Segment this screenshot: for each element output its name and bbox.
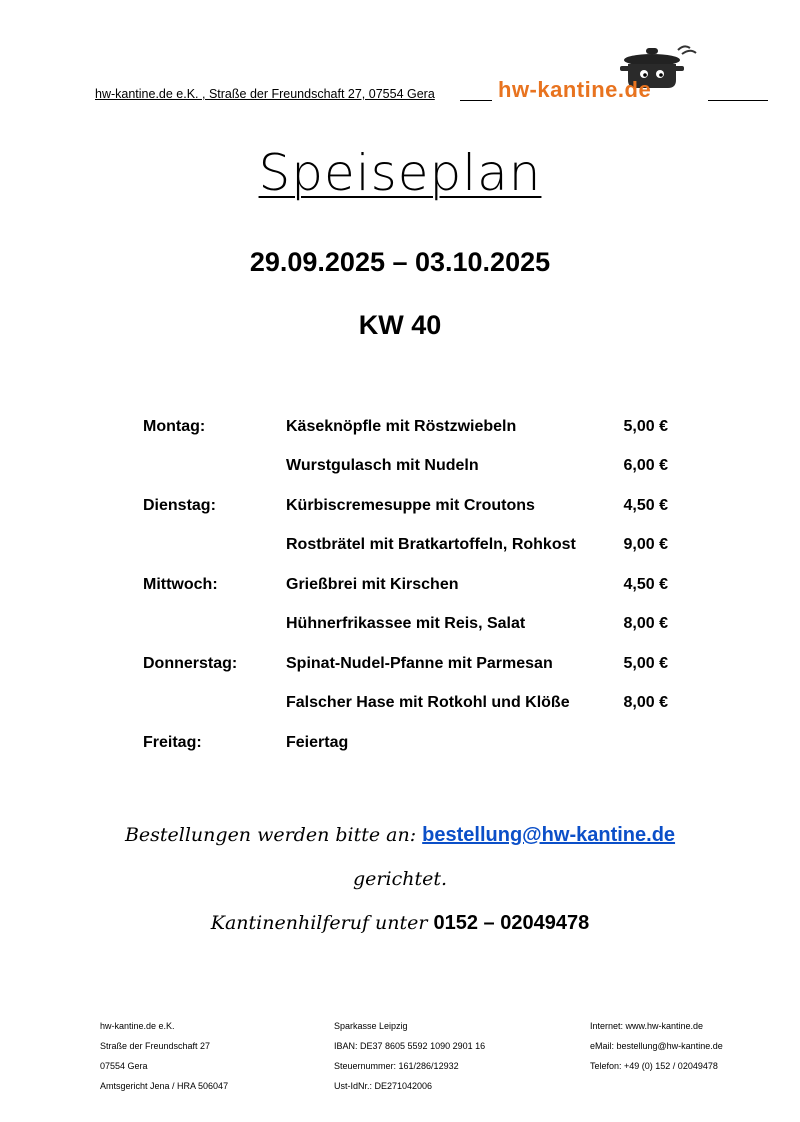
- footer-line: Amtsgericht Jena / HRA 506047: [100, 1081, 229, 1091]
- date-range: 29.09.2025 – 03.10.2025: [249, 247, 551, 277]
- menu-dish: Hühnerfrikassee mit Reis, Salat: [286, 615, 526, 632]
- footer-line: Internet: www.hw-kantine.de: [590, 1021, 704, 1031]
- footer-line: IBAN: DE37 8605 5592 1090 2901 16: [334, 1041, 486, 1051]
- header-rule-right: [708, 100, 768, 101]
- menu-dish: Kürbiscremesuppe mit Croutons: [286, 497, 535, 514]
- order-text: Bestellungen werden bitte an:: [124, 824, 417, 846]
- menu-dish: Grießbrei mit Kirschen: [286, 576, 459, 593]
- hotline: [0, 910, 800, 936]
- menu-dish: Käseknöpfle mit Röstzwiebeln: [286, 418, 517, 435]
- page-title: Speiseplan: [258, 144, 542, 202]
- footer-line: Sparkasse Leipzig: [334, 1021, 408, 1031]
- menu-day: Dienstag:: [143, 497, 216, 514]
- menu-price: 9,00 €: [623, 536, 668, 553]
- hotline-text: Kantinenhilferuf unter: [210, 912, 428, 934]
- menu-price: 6,00 €: [623, 457, 668, 474]
- menu-day: Montag:: [143, 418, 206, 435]
- menu-price: 4,50 €: [623, 497, 668, 514]
- footer-line: Straße der Freundschaft 27: [100, 1041, 211, 1051]
- order-instruction: [0, 822, 800, 848]
- menu-price: 5,00 €: [623, 655, 668, 672]
- order-email-link[interactable]: bestellung@hw-kantine.de: [422, 824, 676, 846]
- menu-dish: Falscher Hase mit Rotkohl und Klöße: [286, 694, 570, 711]
- menu-price: 8,00 €: [623, 615, 668, 632]
- header-address: hw-kantine.de e.K. , Straße der Freundschaft 27, 07554 Gera: [95, 87, 435, 101]
- header-rule-left: [460, 100, 492, 101]
- footer-line: Ust-IdNr.: DE271042006: [334, 1081, 433, 1091]
- hotline-number: 0152 – 02049478: [433, 912, 590, 934]
- footer-line: Steuernummer: 161/286/12932: [334, 1061, 459, 1071]
- menu-day: Freitag:: [143, 734, 202, 751]
- menu-price: 5,00 €: [623, 418, 668, 435]
- menu-price: 8,00 €: [623, 694, 668, 711]
- menu-dish: Feiertag: [286, 734, 349, 751]
- footer-line: hw-kantine.de e.K.: [100, 1021, 175, 1031]
- menu-dish: Spinat-Nudel-Pfanne mit Parmesan: [286, 655, 553, 672]
- menu-dish: Wurstgulasch mit Nudeln: [286, 457, 479, 474]
- footer-contact: [590, 1016, 723, 1076]
- logo-text: hw-kantine.de: [498, 77, 652, 102]
- order-suffix: gerichtet.: [353, 868, 447, 890]
- footer-bank: [334, 1016, 485, 1096]
- menu-price: 4,50 €: [623, 576, 668, 593]
- menu-day: Mittwoch:: [143, 576, 218, 593]
- calendar-week: KW 40: [358, 310, 442, 340]
- menu-dish: Rostbrätel mit Bratkartoffeln, Rohkost: [286, 536, 576, 553]
- footer-line: Telefon: +49 (0) 152 / 02049478: [590, 1061, 718, 1071]
- footer-company: [100, 1016, 228, 1096]
- footer-line: eMail: bestellung@hw-kantine.de: [590, 1041, 723, 1051]
- footer-line: 07554 Gera: [100, 1061, 148, 1071]
- menu-day: Donnerstag:: [143, 655, 238, 672]
